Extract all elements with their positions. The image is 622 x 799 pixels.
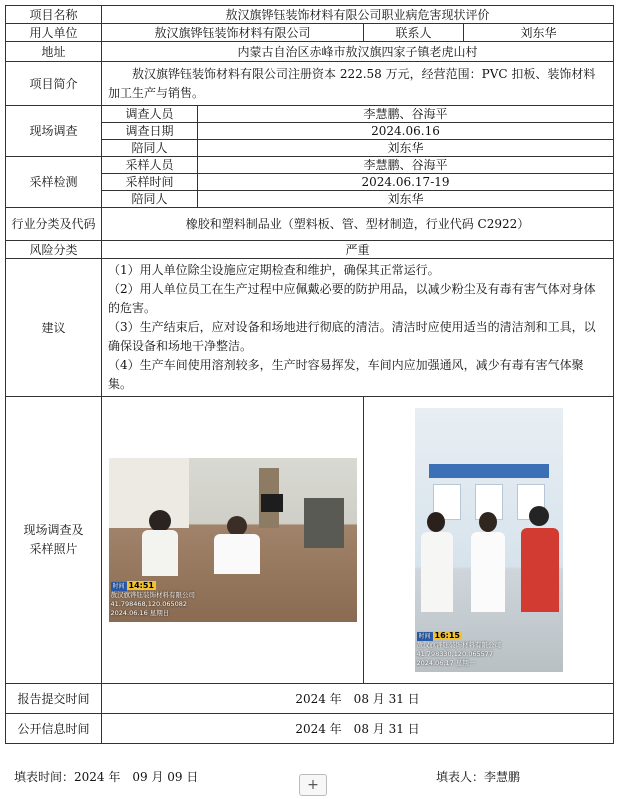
risk-value: 严重	[102, 241, 614, 259]
samplers-label: 采样人员	[102, 157, 198, 174]
fill-date-value: 2024 年 09 月 09 日	[74, 770, 199, 784]
advice-item-4: （4）生产车间使用溶剂较多，生产时容易挥发，车间内应加强通风，减少有毒有害气体聚集。	[108, 358, 584, 391]
address-label: 地址	[6, 42, 102, 62]
sampling-label: 采样检测	[6, 157, 102, 208]
sampling-time: 2024.06.17-19	[198, 174, 614, 191]
filler-label: 填表人：	[436, 770, 485, 784]
photo1-date: 2024.06.16 星期日	[110, 609, 170, 617]
project-name: 敖汉旗铧钰装饰材料有限公司职业病危害现状评价	[102, 6, 614, 24]
photo1-coords: 41.798468,120.065082	[110, 600, 188, 608]
submit-time: 2024 年 08 月 31 日	[102, 684, 614, 714]
employer-label: 用人单位	[6, 24, 102, 42]
site-survey-photo	[109, 458, 357, 622]
survey-escort-label: 陪同人	[102, 140, 198, 157]
publish-time-label: 公开信息时间	[6, 714, 102, 744]
filler-name: 李慧鹏	[484, 770, 521, 784]
samplers: 李慧鹏、谷海平	[198, 157, 614, 174]
address-value: 内蒙古自治区赤峰市敖汉旗四家子镇老虎山村	[102, 42, 614, 62]
sampling-escort: 刘东华	[198, 191, 614, 208]
survey-investigators-label: 调查人员	[102, 106, 198, 123]
photo2-company: 敖汉旗铧钰装饰材料有限公司	[416, 641, 501, 649]
site-survey-label: 现场调查	[6, 106, 102, 157]
advice-list	[102, 259, 614, 397]
submit-time-label: 报告提交时间	[6, 684, 102, 714]
sampling-escort-label: 陪同人	[102, 191, 198, 208]
photo1-time: 14:51	[128, 581, 154, 590]
photo1-watermark	[111, 581, 196, 618]
advice-item-3: （3）生产结束后，应对设备和场地进行彻底的清洁。清洁时应使用适当的清洁剂和工具，以确保设备和场地干净整洁。	[108, 320, 596, 353]
sampling-time-label: 采样时间	[102, 174, 198, 191]
publish-time: 2024 年 08 月 31 日	[102, 714, 614, 744]
photo-cell-1	[102, 397, 364, 684]
survey-date: 2024.06.16	[198, 123, 614, 140]
photos-label-text: 现场调查及采样照片	[23, 523, 84, 556]
add-button[interactable]: +	[299, 774, 327, 796]
project-intro	[102, 62, 614, 106]
industry-value: 橡胶和塑料制品业（塑料板、管、型材制造，行业代码 C2922）	[102, 208, 614, 241]
project-intro-label: 项目简介	[6, 62, 102, 106]
photo2-date: 2024.06.17 星期一	[416, 659, 476, 667]
advice-item-1: （1）用人单位除尘设施应定期检查和维护，确保其正常运行。	[108, 263, 440, 277]
advice-item-2: （2）用人单位员工在生产过程中应佩戴必要的防护用品，以减少粉尘及有毒有害气体对身体的危害。	[108, 282, 596, 315]
photo2-time-tag: 时间	[418, 633, 431, 640]
project-name-label: 项目名称	[6, 6, 102, 24]
fill-date	[14, 768, 198, 785]
photo2-coords: 41.798330,120.065577	[416, 650, 494, 658]
project-intro-text: 敖汉旗铧钰装饰材料有限公司注册资本 222.58 万元，经营范围：PVC 扣板、装饰材料加工生产与销售。	[108, 66, 596, 100]
survey-date-label: 调查日期	[102, 123, 198, 140]
photos-label	[6, 397, 102, 684]
survey-escort: 刘东华	[198, 140, 614, 157]
fill-date-label: 填表时间：	[14, 770, 75, 784]
contact-name: 刘东华	[464, 24, 614, 42]
photo1-company: 敖汉旗铧钰装饰材料有限公司	[110, 591, 195, 599]
industry-label: 行业分类及代码	[6, 208, 102, 241]
employer-name: 敖汉旗铧钰装饰材料有限公司	[102, 24, 364, 42]
photo2-time: 16:15	[434, 631, 460, 640]
occupational-hazard-report-table	[5, 5, 614, 744]
photo-cell-2	[364, 397, 614, 684]
photo2-watermark	[417, 631, 502, 668]
contact-label: 联系人	[364, 24, 464, 42]
sampling-photo	[415, 408, 563, 672]
survey-investigators: 李慧鹏、谷海平	[198, 106, 614, 123]
advice-label: 建议	[6, 259, 102, 397]
risk-label: 风险分类	[6, 241, 102, 259]
filler	[436, 768, 520, 785]
photo1-time-tag: 时间	[112, 583, 125, 590]
